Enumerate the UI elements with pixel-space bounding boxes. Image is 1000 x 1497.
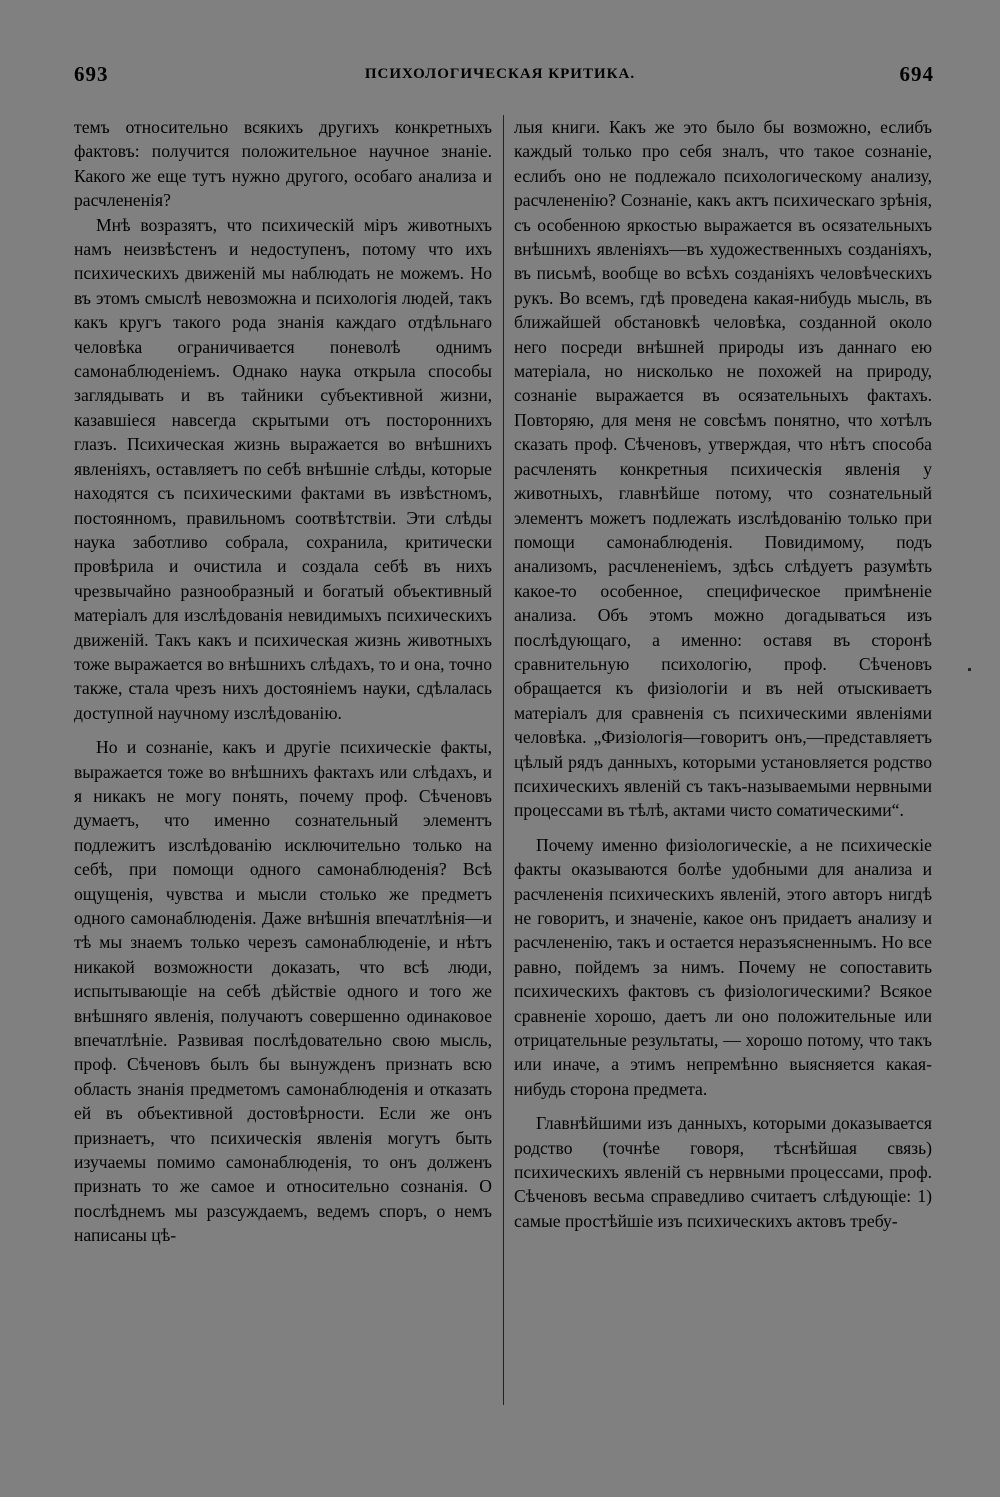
running-title: ПСИХОЛОГИЧЕСКАЯ КРИТИКА. bbox=[364, 66, 636, 82]
page-header bbox=[0, 62, 1000, 92]
column-divider bbox=[503, 115, 504, 1405]
paragraph: Мнѣ возразятъ, что психическій міръ животныхъ намъ неизвѣстенъ и недоступенъ, потому что ихъ психическихъ движеній мы наблюдать не можемъ. Но въ этомъ смыслѣ невозможна и психологія людей, такъ какъ кругъ такого рода знанія каждаго отдѣльнаго человѣка ограничивается поневолѣ однимъ самонаблюденіемъ. Однако наука открыла способы заглядывать и въ тайники субъективной жизни, казавшіеся навсегда скрытыми отъ постороннихъ глазъ. Психическая жизнь выражается во внѣшнихъ явленіяхъ, оставляетъ по себѣ внѣшніе слѣды, которые находятся съ психическими фактами въ извѣстномъ, постоянномъ, правильномъ соотвѣтствіи. Эти слѣды наука заботливо собрала, сохранила, критически провѣрила и очистила и создала себѣ въ нихъ чрезвычайно разнообразный и богатый объективный матеріалъ для изслѣдованія невидимыхъ психическихъ движеній. Такъ какъ и психическая жизнь животныхъ тоже выражается во внѣшнихъ слѣдахъ, то и она, точно также, стала чрезъ нихъ достояніемъ науки, сдѣлалась доступной научному изслѣдованію. bbox=[74, 214, 492, 723]
right-column bbox=[514, 115, 932, 1233]
left-column bbox=[74, 115, 492, 1248]
paragraph: Почему именно физіологическіе, а не психическіе факты оказываются болѣе удобными для анализа и расчлененія психическихъ явленій, этого авторъ нигдѣ не говоритъ, и значеніе, какое онъ придаетъ анализу и расчлененію, такъ и остается неразъясненнымъ. Но все равно, пойдемъ за нимъ. Почему не сопоставить психическихъ фактовъ съ физіологическими? Всякое сравненіе хорошо, даетъ ли оно положительные или отрицательные результаты, — хорошо потому, что такъ или иначе, а этимъ непремѣнно выясняется какая-нибудь сторона предмета. bbox=[514, 834, 932, 1099]
margin-dot bbox=[968, 668, 971, 671]
paragraph: лыя книги. Какъ же это было бы возможно, еслибъ каждый только про себя зналъ, что такое сознаніе, еслибъ оно не подлежало психологическому анализу, расчлененію? Сознаніе, какъ актъ психическаго зрѣнія, съ особенною яркостью выражается въ осязательныхъ внѣшнихъ явленіяхъ—въ художественныхъ созданіяхъ, въ письмѣ, вообще во всѣхъ созданіяхъ человѣческихъ рукъ. Во всемъ, гдѣ проведена какая-нибудь мысль, въ ближайшей обстановкѣ человѣка, созданной около него посреди внѣшней природы изъ даннаго ею матеріала, но нисколько не похожей на природу, сознаніе выражается въ осязательныхъ фактахъ. Повторяю, для меня не совсѣмъ понятно, что хотѣлъ сказать проф. Сѣченовъ, утверждая, что нѣтъ способа расчленять конкретныя психическія явленія у животныхъ, главнѣйше потому, что сознательный элементъ можетъ подлежать изслѣдованію только при помощи самонаблюденія. Повидимому, подъ анализомъ, расчлененіемъ, здѣсь слѣдуетъ разумѣть какое-то особенное, специфическое примѣненіе анализа. Объ этомъ можно догадываться изъ послѣдующаго, а именно: оставя въ сторонѣ сравнительную психологію, проф. Сѣченовъ обращается къ физіологіи и въ ней отыскиваетъ матеріалъ для сравненія съ психическими явленіями человѣка. „Физіологія—говоритъ онъ,—представляетъ цѣлый рядъ данныхъ, которыми установляется родство психическихъ явленій съ такъ-называемыми нервными процессами въ тѣлѣ, актами чисто соматическими“. bbox=[514, 117, 932, 821]
paragraph: Главнѣйшими изъ данныхъ, которыми доказывается родство (точнѣе говоря, тѣснѣйшая связь) психическихъ явленій съ нервными процессами, проф. Сѣченовъ весьма справедливо считаетъ слѣдующіе: 1) самые простѣйшіе изъ психическихъ актовъ требу- bbox=[514, 1113, 932, 1231]
page-number-right: 694 bbox=[899, 62, 934, 86]
paragraph: Но и сознаніе, какъ и другіе психическіе факты, выражается тоже во внѣшнихъ фактахъ или слѣдахъ, и я никакъ не могу понять, почему проф. Сѣченовъ думаетъ, что именно сознательный элементъ подлежитъ изслѣдованію исключительно только на себѣ, при помощи одного самонаблюденія? Всѣ ощущенія, чувства и мысли столько же предметъ одного самонаблюденія. Даже внѣшнія впечатлѣнія—и тѣ мы знаемъ только черезъ самонаблюденіе, и нѣтъ никакой возможности доказать, что всѣ люди, испытывающіе на себѣ дѣйствіе одного и того же внѣшняго явленія, получаютъ совершенно одинаковое впечатлѣніе. Развивая послѣдовательно свою мысль, проф. Сѣченовъ былъ бы вынужденъ признать всю область знанія предметомъ самонаблюденія и отказать ей въ объективной достовѣрности. Если же онъ признаетъ, что психическія явленія могутъ быть изучаемы помимо самонаблюденія, то онъ долженъ признать то же самое и относительно сознанія. О послѣднемъ мы разсуждаемъ, ведемъ споръ, о немъ написаны цѣ- bbox=[74, 737, 492, 1246]
paragraph: темъ относительно всякихъ другихъ конкретныхъ фактовъ: получится положительное научное знаніе. Какого же еще тутъ нужно другого, особаго анализа и расчлененія? bbox=[74, 117, 492, 211]
page-number-left: 693 bbox=[74, 62, 109, 86]
